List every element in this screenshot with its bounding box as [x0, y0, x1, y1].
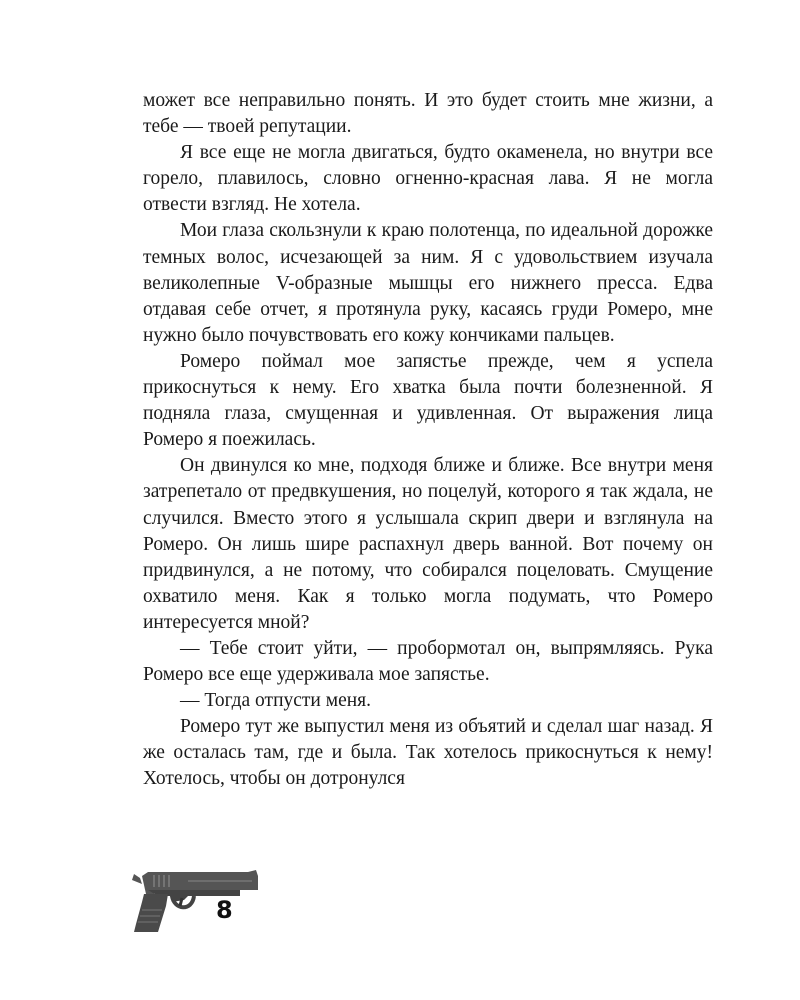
page-footer: [128, 866, 268, 938]
page-number: 8: [216, 896, 233, 924]
paragraph: может все неправильно понять. И это будет стоить мне жизни, а тебе — твоей репутации.: [143, 90, 713, 138]
paragraph: — Тебе стоит уйти, — пробормотал он, выпрямляясь. Рука Ромеро все еще удерживала мое запястье.: [143, 637, 713, 686]
paragraph: Ромеро тут же выпустил меня из объятий и сделал шаг назад. Я же осталась там, где и была. Так хотелось прикоснуться к нему! Хотелось, чтобы он дотронулся: [143, 716, 713, 790]
pistol-icon: [128, 866, 262, 936]
paragraph: Он двинулся ко мне, подходя ближе и ближе. Все внутри меня затрепетало от предвкушения, но поцелуй, которого я так ждала, не случился. Вместо этого я услышала скрип двери и взглянула на Ромеро. Он лишь шире распахнул дверь ванной. Вот почему он придвинулся, а не потому, что собирался поцеловать. Смущение охватило меня. Как я только могла подумать, что Ромеро интересуется мной?: [143, 455, 713, 633]
page-body-text: [143, 88, 713, 793]
paragraph: Ромеро поймал мое запястье прежде, чем я успела прикоснуться к нему. Его хватка была почти болезненной. Я подняла глаза, смущенная и удивленная. От выражения лица Ромеро я поежилась.: [143, 350, 713, 451]
paragraph: — Тогда отпусти меня.: [180, 690, 372, 712]
paragraph: Мои глаза скользнули к краю полотенца, по идеальной дорожке темных волос, исчезающей за ним. Я с удовольствием изучала великолепные V-образные мышцы его нижнего пресса. Едва отдавая себе отчет, я протянула руку, касаясь груди Ромеро, мне нужно было почувствовать его кожу кончиками пальцев.: [143, 220, 713, 346]
paragraph: Я все еще не могла двигаться, будто окаменела, но внутри все горело, плавилось, словно огненно-красная лава. Я не могла отвести взгляд. Не хотела.: [143, 142, 713, 216]
